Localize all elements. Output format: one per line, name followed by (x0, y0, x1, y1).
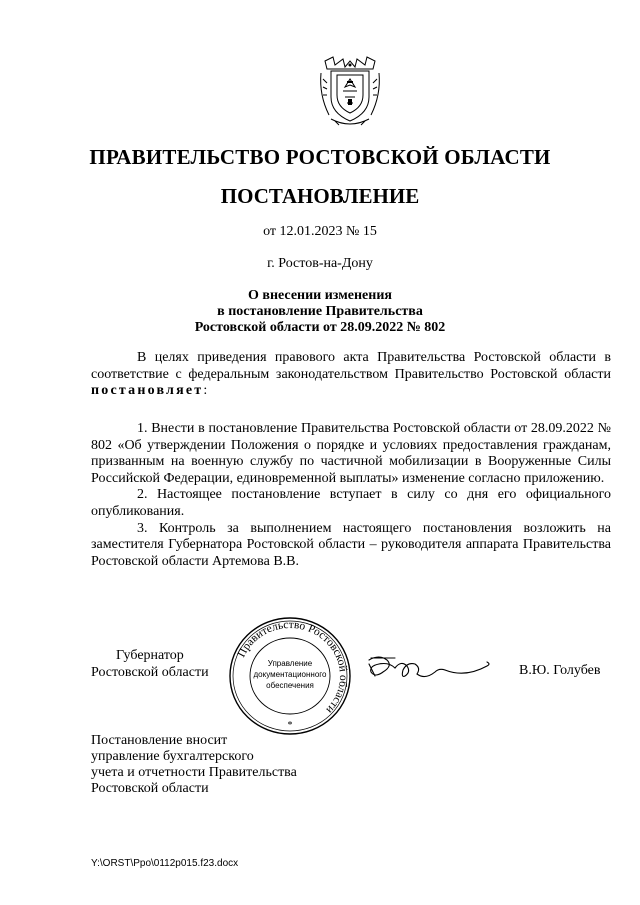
document-type: ПОСТАНОВЛЕНИЕ (220, 184, 420, 208)
signatory-name: В.Ю. Голубев (519, 663, 601, 678)
preamble (91, 350, 611, 400)
position-line: Губернатор (116, 648, 184, 663)
submitted-line: Ростовской области (91, 781, 209, 796)
submitted-line: Постановление вносит (91, 733, 228, 748)
subject-line: О внесении изменения (248, 288, 392, 303)
preamble-text: В целях приведения правового акта Правительства Ростовской области в соответствие с федеральным законодательством Правительство Ростовской области (91, 350, 611, 382)
coat-of-arms-icon (317, 55, 383, 129)
submitted-line: учета и отчетности Правительства (91, 765, 297, 780)
item-1: 1. Внести в постановление Правительства Ростовской области от 28.09.2022 № 802 «Об утверждении Положения о порядке и условиях предоставления гражданам, призванным на военную службу по частичной мобилизации в Вооруженные Силы Российской Федерации, единовременной выплаты» изменение согласно приложению. (91, 421, 611, 486)
submitted-line: управление бухгалтерского (91, 749, 254, 764)
official-stamp (228, 616, 352, 736)
decision-colon: : (203, 383, 208, 399)
subject-line: Ростовской области от 28.09.2022 № 802 (194, 320, 446, 335)
stamp-inner-line: Управление (267, 659, 313, 668)
organization-title: ПРАВИТЕЛЬСТВО РОСТОВСКОЙ ОБЛАСТИ (89, 145, 551, 169)
subject-line: в постановление Правительства (217, 304, 423, 319)
stamp-inner-line: обеспечения (266, 681, 314, 690)
position-line: Ростовской области (91, 665, 209, 680)
date-and-number: от 12.01.2023 № 15 (263, 224, 377, 239)
submitted-by (91, 733, 297, 797)
stamp-star-icon: * (287, 720, 293, 731)
decision-items (91, 421, 611, 570)
file-path: Y:\ORST\Ppo\0112p015.f23.docx (91, 858, 239, 869)
stamp-inner-line: документационного (253, 670, 327, 679)
item-3: 3. Контроль за выполнением настоящего постановления возложить на заместителя Губернатора Ростовской области – руководителя аппарата Правительства Ростовской области Артемова В.В. (91, 520, 611, 569)
item-2: 2. Настоящее постановление вступает в силу со дня его официального опубликования. (91, 487, 611, 519)
handwritten-signature (365, 650, 495, 686)
signatory-position (91, 647, 209, 681)
stamp-outer-text: Правительство Ростовской области (235, 618, 350, 716)
city: г. Ростов-на-Дону (267, 256, 373, 271)
decision-word: постановляет (91, 383, 204, 399)
document-subject (0, 288, 640, 336)
